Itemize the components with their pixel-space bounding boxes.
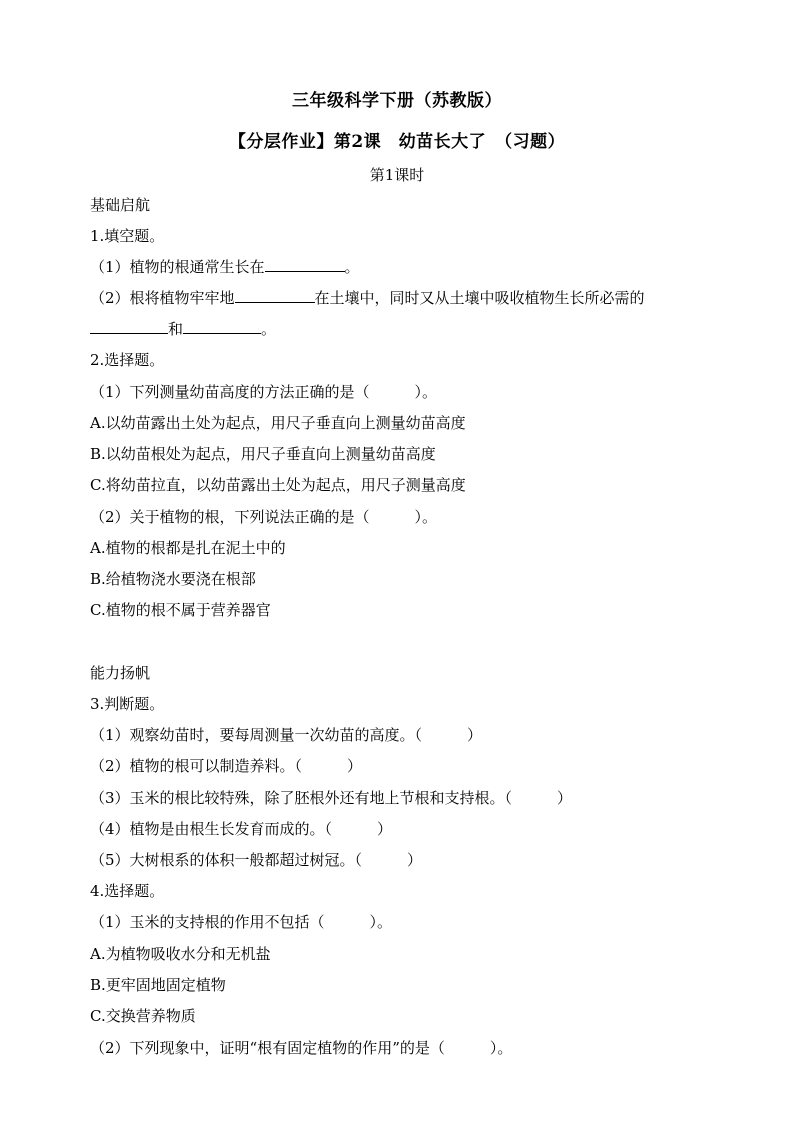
answer-blank[interactable] <box>265 257 345 272</box>
question-2-item-2-option-a[interactable]: A.植物的根都是扎在泥土中的 <box>90 539 286 557</box>
question-2-item-2-option-c[interactable]: C.植物的根不属于营养器官 <box>90 601 271 619</box>
session-label: 第1课时 <box>369 166 425 184</box>
answer-blank[interactable] <box>90 319 168 334</box>
question-4-item-1-option-c[interactable]: C.交换营养物质 <box>90 1007 196 1025</box>
document-title: 三年级科学下册（苏教版） <box>292 91 502 111</box>
section-heading-basic: 基础启航 <box>90 196 151 214</box>
question-4-item-2: （2）下列现象中，证明“根有固定植物的作用”的是（ ）。 <box>90 1039 513 1057</box>
question-text: 。 <box>261 320 277 338</box>
section-heading-ability: 能力扬帆 <box>90 664 151 682</box>
question-2-item-2-option-b[interactable]: B.给植物浇水要浇在根部 <box>90 570 256 588</box>
question-1-heading: 1.填空题。 <box>90 227 165 245</box>
question-4-item-1-option-a[interactable]: A.为植物吸收水分和无机盐 <box>90 945 271 963</box>
question-3-heading: 3.判断题。 <box>90 695 165 713</box>
question-1-item-2 <box>90 288 645 308</box>
answer-blank[interactable] <box>183 319 261 334</box>
question-4-heading: 4.选择题。 <box>90 882 165 900</box>
question-2-item-2: （2）关于植物的根，下列说法正确的是（ ）。 <box>90 508 438 526</box>
question-text: 和 <box>168 320 184 338</box>
lesson-title: 【分层作业】第2课 幼苗长大了 （习题） <box>228 132 566 152</box>
question-2-item-1: （1）下列测量幼苗高度的方法正确的是（ ）。 <box>90 383 438 401</box>
question-2-heading: 2.选择题。 <box>90 351 165 369</box>
question-1-item-1 <box>90 257 360 277</box>
question-text: （2）根将植物牢牢地 <box>90 289 235 307</box>
question-3-item-2: （2）植物的根可以制造养料。（ ） <box>90 757 363 775</box>
question-3-item-5: （5）大树根系的体积一般都超过树冠。（ ） <box>90 851 423 869</box>
question-2-item-1-option-a[interactable]: A.以幼苗露出土处为起点，用尺子垂直向上测量幼苗高度 <box>90 414 466 432</box>
question-2-item-1-option-c[interactable]: C.将幼苗拉直，以幼苗露出土处为起点，用尺子测量高度 <box>90 476 466 494</box>
question-2-item-1-option-b[interactable]: B.以幼苗根处为起点，用尺子垂直向上测量幼苗高度 <box>90 445 436 463</box>
question-3-item-3: （3）玉米的根比较特殊，除了胚根外还有地上节根和支持根。（ ） <box>90 789 573 807</box>
question-text: （1）植物的根通常生长在 <box>90 258 265 276</box>
question-4-item-1-option-b[interactable]: B.更牢固地固定植物 <box>90 976 226 994</box>
question-3-item-4: （4）植物是由根生长发育而成的。（ ） <box>90 820 393 838</box>
answer-blank[interactable] <box>235 288 315 303</box>
question-3-item-1: （1）观察幼苗时，要每周测量一次幼苗的高度。（ ） <box>90 726 483 744</box>
question-text: 。 <box>344 258 360 276</box>
question-4-item-1: （1）玉米的支持根的作用不包括（ ）。 <box>90 913 393 931</box>
question-1-item-2-continued <box>90 319 276 339</box>
question-text: 在土壤中，同时又从土壤中吸收植物生长所必需的 <box>314 289 645 307</box>
